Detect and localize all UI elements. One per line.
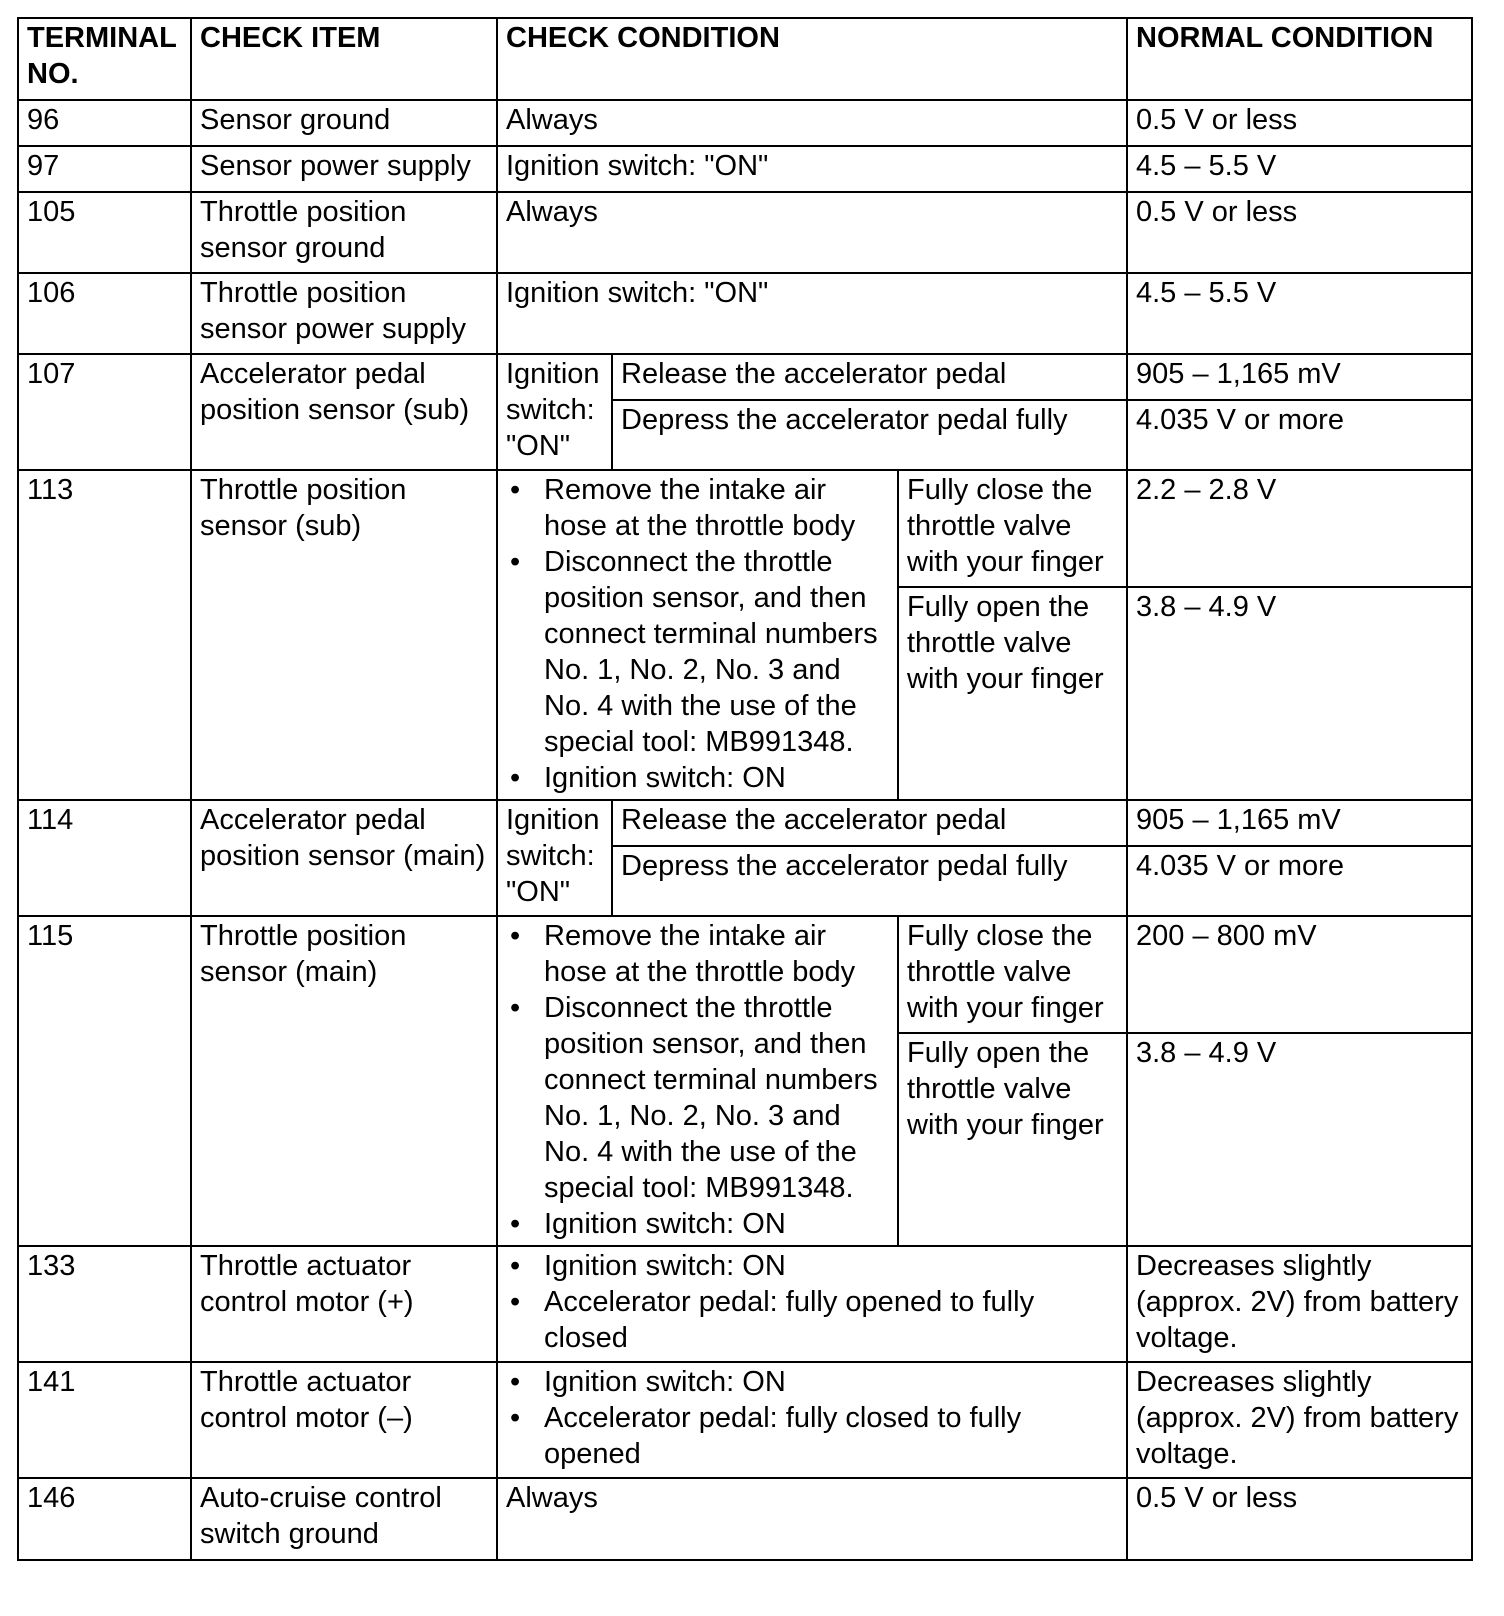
bullet-icon: • bbox=[510, 992, 521, 1024]
bullet-icon: • bbox=[510, 1286, 521, 1318]
list-item: • Disconnect the throttle position sensor, and then connect terminal numbers No. 1, No. 2, No. 3 and No. 4 with the use of the special tool: MB991348. bbox=[510, 992, 878, 1204]
terminal-no: 141 bbox=[18, 1362, 191, 1478]
check-condition: Always bbox=[497, 192, 1127, 273]
header-check-condition: CHECK CONDITION bbox=[497, 18, 1127, 100]
normal-condition: 4.5 – 5.5 V bbox=[1127, 146, 1472, 192]
check-item: Auto-cruise control switch ground bbox=[191, 1478, 497, 1560]
bullet-icon: • bbox=[510, 474, 521, 506]
check-item: Throttle position sensor power supply bbox=[191, 273, 497, 354]
terminal-no: 106 bbox=[18, 273, 191, 354]
bullet-icon: • bbox=[510, 1208, 521, 1240]
terminal-no: 146 bbox=[18, 1478, 191, 1560]
normal-condition: 3.8 – 4.9 V bbox=[1127, 1033, 1472, 1246]
sub-condition: Fully close the throttle valve with your finger bbox=[898, 470, 1127, 587]
sub-condition: Depress the accelerator pedal fully bbox=[612, 846, 1127, 916]
bullet-list bbox=[506, 1364, 1118, 1472]
table-row bbox=[18, 192, 1472, 273]
terminal-check-table bbox=[17, 17, 1473, 1561]
normal-condition: 0.5 V or less bbox=[1127, 192, 1472, 273]
table-row bbox=[18, 916, 1472, 1033]
check-item: Throttle position sensor (main) bbox=[191, 916, 497, 1246]
sub-condition: Fully open the throttle valve with your finger bbox=[898, 1033, 1127, 1246]
normal-condition: 4.035 V or more bbox=[1127, 400, 1472, 470]
header-row bbox=[18, 18, 1472, 100]
bullet-list bbox=[506, 1248, 1118, 1356]
bullet-icon: • bbox=[510, 920, 521, 952]
ignition-condition: Ignition switch: "ON" bbox=[497, 800, 612, 916]
bullet-icon: • bbox=[510, 1250, 521, 1282]
header-terminal-no: TERMINAL NO. bbox=[18, 18, 191, 100]
list-item: • Disconnect the throttle position sensor, and then connect terminal numbers No. 1, No. 2, No. 3 and No. 4 with the use of the special tool: MB991348. bbox=[510, 546, 878, 758]
sub-condition: Depress the accelerator pedal fully bbox=[612, 400, 1127, 470]
bullet-icon: • bbox=[510, 1402, 521, 1434]
normal-condition: 3.8 – 4.9 V bbox=[1127, 587, 1472, 800]
list-item: • Ignition switch: ON bbox=[510, 1250, 786, 1282]
check-item: Throttle actuator control motor (–) bbox=[191, 1362, 497, 1478]
normal-condition: Decreases slightly (approx. 2V) from battery voltage. bbox=[1127, 1362, 1472, 1478]
bullet-conditions bbox=[497, 470, 898, 800]
sub-condition: Fully open the throttle valve with your finger bbox=[898, 587, 1127, 800]
table-row bbox=[18, 1478, 1472, 1560]
table-row bbox=[18, 146, 1472, 192]
terminal-no: 107 bbox=[18, 354, 191, 470]
normal-condition: 200 – 800 mV bbox=[1127, 916, 1472, 1033]
check-item: Accelerator pedal position sensor (main) bbox=[191, 800, 497, 916]
normal-condition: 4.5 – 5.5 V bbox=[1127, 273, 1472, 354]
normal-condition: 2.2 – 2.8 V bbox=[1127, 470, 1472, 587]
table-row bbox=[18, 1246, 1472, 1362]
list-item: • Accelerator pedal: fully closed to fully opened bbox=[510, 1402, 1022, 1470]
terminal-no: 113 bbox=[18, 470, 191, 800]
terminal-no: 133 bbox=[18, 1246, 191, 1362]
list-item: • Ignition switch: ON bbox=[510, 1366, 786, 1398]
bullet-list bbox=[506, 472, 889, 796]
list-item: • Remove the intake air hose at the throttle body bbox=[510, 920, 856, 988]
bullet-conditions bbox=[497, 1246, 1127, 1362]
normal-condition: 4.035 V or more bbox=[1127, 846, 1472, 916]
check-condition: Ignition switch: "ON" bbox=[497, 146, 1127, 192]
sub-condition: Release the accelerator pedal bbox=[612, 800, 1127, 846]
list-item: • Ignition switch: ON bbox=[510, 762, 786, 794]
terminal-no: 96 bbox=[18, 100, 191, 146]
terminal-no: 105 bbox=[18, 192, 191, 273]
check-condition: Ignition switch: "ON" bbox=[497, 273, 1127, 354]
bullet-icon: • bbox=[510, 546, 521, 578]
check-condition: Always bbox=[497, 1478, 1127, 1560]
table-row bbox=[18, 800, 1472, 846]
normal-condition: 905 – 1,165 mV bbox=[1127, 354, 1472, 400]
list-item: • Accelerator pedal: fully opened to fully closed bbox=[510, 1286, 1035, 1354]
check-item: Throttle position sensor (sub) bbox=[191, 470, 497, 800]
table-row bbox=[18, 1362, 1472, 1478]
check-item: Accelerator pedal position sensor (sub) bbox=[191, 354, 497, 470]
list-item: • Ignition switch: ON bbox=[510, 1208, 786, 1240]
check-item: Sensor power supply bbox=[191, 146, 497, 192]
list-item: • Remove the intake air hose at the throttle body bbox=[510, 474, 856, 542]
check-item: Sensor ground bbox=[191, 100, 497, 146]
table-row bbox=[18, 354, 1472, 400]
header-check-item: CHECK ITEM bbox=[191, 18, 497, 100]
bullet-conditions bbox=[497, 1362, 1127, 1478]
normal-condition: 0.5 V or less bbox=[1127, 1478, 1472, 1560]
bullet-icon: • bbox=[510, 1366, 521, 1398]
header-normal-condition: NORMAL CONDITION bbox=[1127, 18, 1472, 100]
normal-condition: 0.5 V or less bbox=[1127, 100, 1472, 146]
normal-condition: 905 – 1,165 mV bbox=[1127, 800, 1472, 846]
table-row bbox=[18, 100, 1472, 146]
ignition-condition: Ignition switch: "ON" bbox=[497, 354, 612, 470]
bullet-icon: • bbox=[510, 762, 521, 794]
terminal-no: 97 bbox=[18, 146, 191, 192]
terminal-no: 114 bbox=[18, 800, 191, 916]
bullet-list bbox=[506, 918, 889, 1242]
table-row bbox=[18, 470, 1472, 587]
sub-condition: Fully close the throttle valve with your finger bbox=[898, 916, 1127, 1033]
bullet-conditions bbox=[497, 916, 898, 1246]
check-condition: Always bbox=[497, 100, 1127, 146]
table-row bbox=[18, 273, 1472, 354]
check-item: Throttle position sensor ground bbox=[191, 192, 497, 273]
check-item: Throttle actuator control motor (+) bbox=[191, 1246, 497, 1362]
normal-condition: Decreases slightly (approx. 2V) from battery voltage. bbox=[1127, 1246, 1472, 1362]
sub-condition: Release the accelerator pedal bbox=[612, 354, 1127, 400]
terminal-no: 115 bbox=[18, 916, 191, 1246]
